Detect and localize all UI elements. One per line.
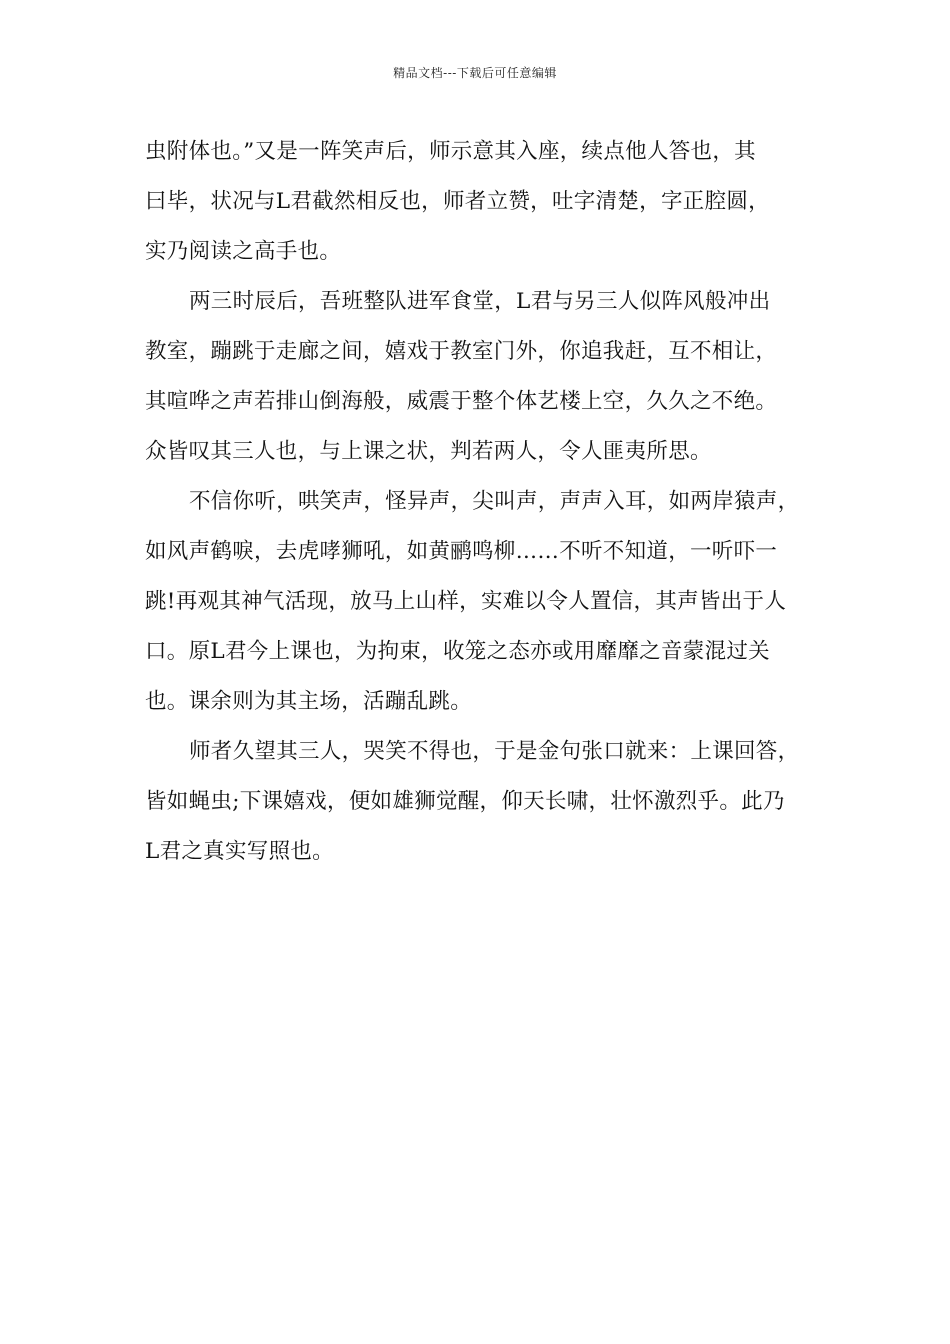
body-text [145, 132, 835, 882]
paragraph-first-line: 两三时辰后，吾班整队进军食堂，L君与另三人似阵风般冲出 [189, 289, 771, 314]
text-line: 也。课余则为其主场，活蹦乱跳。 [145, 689, 473, 714]
text-line: 如风声鹤唳，去虎哮狮吼，如黄鹂鸣柳……不听不知道，一听吓一 [145, 539, 778, 564]
text-line: 其喧哗之声若排山倒海般，威震于整个体艺楼上空，久久之不绝。 [145, 389, 778, 414]
text-line: 虫附体也。”又是一阵笑声后，师示意其入座，续点他人答也，其 [145, 139, 756, 164]
text-line: 众皆叹其三人也，与上课之状，判若两人，令人匪夷所思。 [145, 439, 712, 464]
paragraph-first-line: 不信你听，哄笑声，怪异声，尖叫声，声声入耳，如两岸猿声， [189, 489, 800, 514]
text-line: 皆如蝇虫;下课嬉戏，便如雄狮觉醒，仰天长啸，壮怀激烈乎。此乃 [145, 789, 785, 814]
text-line: 实乃阅读之高手也。 [145, 239, 342, 264]
page-header: 精品文档---下载后可任意编辑 [393, 66, 557, 80]
text-line: L君之真实写照也。 [145, 839, 334, 864]
text-line: 曰毕，状况与L君截然相反也，师者立赞，吐字清楚，字正腔圆， [145, 189, 770, 214]
text-line: 跳!再观其神气活现，放马上山样，实难以令人置信，其声皆出于人 [145, 589, 787, 614]
paragraph-first-line: 师者久望其三人，哭笑不得也，于是金句张口就来：上课回答， [189, 739, 800, 764]
text-line: 教室，蹦跳于走廊之间，嬉戏于教室门外，你追我赶，互不相让， [145, 339, 778, 364]
text-line: 口。原L君今上课也，为拘束，收笼之态亦或用靡靡之音蒙混过关 [145, 639, 770, 664]
